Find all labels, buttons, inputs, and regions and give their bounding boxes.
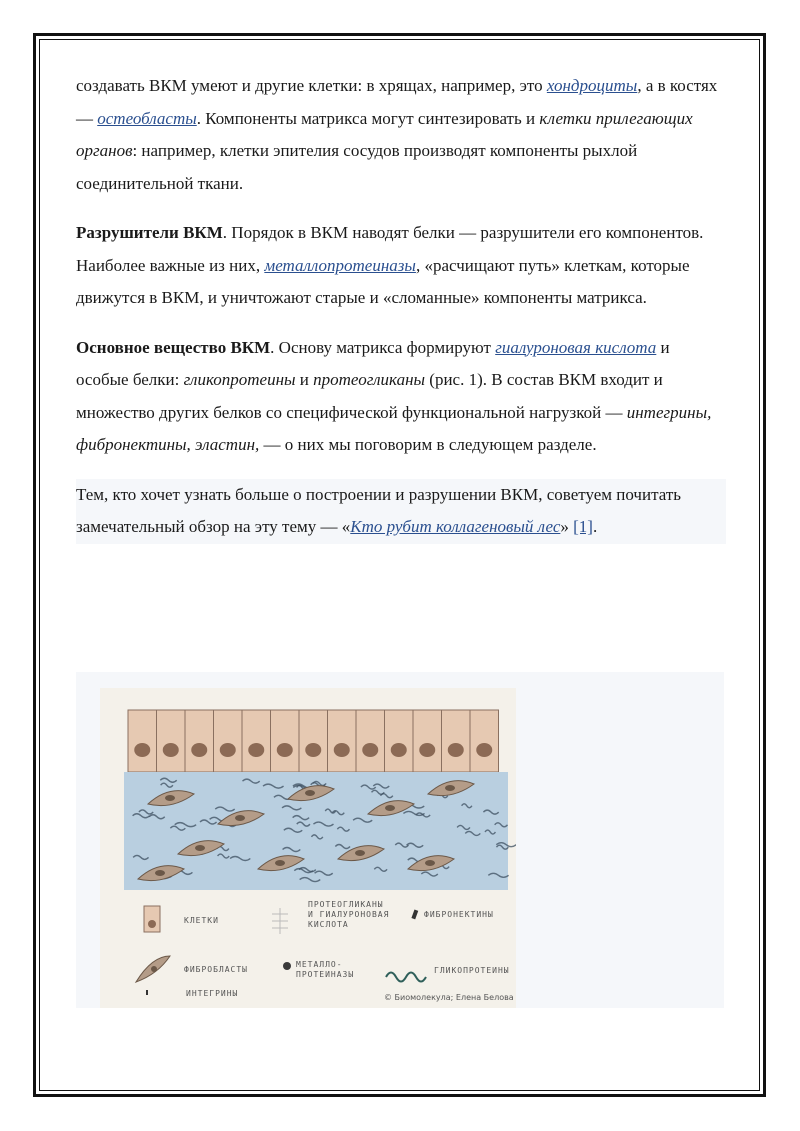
text: , а в костях —	[76, 76, 718, 128]
cell-nucleus	[476, 743, 492, 757]
text: (рис. 1). В состав ВКМ входит и множество других белков со специфической функциональной нагрузкой —	[76, 370, 663, 422]
text: . Порядок в ВКМ наводят белки — разрушители его компонентов. Наиболее важные из них,	[76, 223, 704, 275]
legend-fibronectins-label: ФИБРОНЕКТИНЫ	[424, 910, 494, 919]
link-reference-1[interactable]: [1]	[573, 517, 593, 536]
cell-nucleus	[134, 743, 150, 757]
legend-glycoprotein-icon	[386, 973, 426, 982]
epithelial-cell	[271, 710, 300, 772]
legend-metalloproteinases-label: МЕТАЛЛО- ПРОТЕИНАЗЫ	[296, 960, 355, 979]
cell-nucleus	[305, 743, 321, 757]
text: : например, клетки эпителия сосудов производят компоненты рыхлой соединительной ткани.	[76, 141, 638, 193]
cell-nucleus	[419, 743, 435, 757]
cell-nucleus	[362, 743, 378, 757]
paragraph-cells	[76, 70, 726, 200]
legend-cell-icon	[144, 906, 160, 932]
italic-text: протеогликаны	[313, 370, 426, 389]
epithelial-cell	[413, 710, 442, 772]
epithelial-cell	[328, 710, 357, 772]
cell-nucleus	[163, 743, 179, 757]
text: . Основу матрикса формируют	[270, 337, 496, 357]
legend-fibronectin-icon	[411, 910, 418, 920]
cell-nucleus	[191, 743, 207, 757]
fibroblast-nucleus	[305, 790, 315, 796]
paragraph-heading: Разрушители ВКМ	[76, 223, 223, 242]
legend-cells-label: КЛЕТКИ	[184, 916, 219, 925]
fibroblast-nucleus	[385, 805, 395, 811]
link-hyaluronic-acid[interactable]: гиалуроновая кислота	[495, 337, 657, 357]
epithelial-cell	[442, 710, 471, 772]
fibroblast-nucleus	[355, 850, 365, 856]
legend-proteoglycans-label: ПРОТЕОГЛИКАНЫ И ГИАЛУРОНОВАЯ КИСЛОТА	[308, 900, 390, 929]
epithelial-cell	[128, 710, 157, 772]
text: Тем, кто хочет узнать больше о построении и разрушении ВКМ, советуем почитать замечательный обзор на эту тему — «	[76, 484, 682, 536]
paragraph-ground-substance	[76, 332, 726, 462]
fibroblast-nucleus	[165, 795, 175, 801]
text: .	[592, 517, 598, 536]
legend-fibroblast-nucleus-icon	[151, 966, 157, 972]
fibroblast-nucleus	[235, 815, 245, 821]
cell-nucleus	[248, 743, 264, 757]
paragraph-heading: Основное вещество ВКМ	[76, 337, 271, 357]
epithelial-cell	[299, 710, 328, 772]
ecm-illustration	[100, 688, 516, 1008]
fibroblast-nucleus	[275, 860, 285, 866]
text: »	[560, 517, 574, 536]
cell-nucleus	[220, 743, 236, 757]
fibroblast-nucleus	[445, 785, 455, 791]
article-body	[76, 70, 726, 561]
text: создавать ВКМ умеют и другие клетки: в хрящах, например, это	[76, 76, 547, 95]
figure-credit: © Биомолекула; Елена Белова	[384, 993, 514, 1002]
fibroblast-nucleus	[155, 870, 165, 876]
fibroblast-nucleus	[195, 845, 205, 851]
link-chondrocytes[interactable]: хондроциты	[546, 76, 638, 95]
italic-text: гликопротеины	[183, 370, 296, 389]
epithelial-cell	[157, 710, 186, 772]
italic-text: клетки прилегающих органов	[76, 108, 693, 160]
link-metalloproteinases[interactable]: металлопротеиназы	[264, 255, 416, 275]
epithelial-cell	[470, 710, 499, 772]
legend-cell-nucleus-icon	[148, 920, 156, 928]
paragraph-destroyers	[76, 217, 726, 315]
legend-metalloproteinase-icon	[283, 962, 291, 970]
link-osteoblasts[interactable]: остеобласты	[97, 108, 197, 128]
italic-text: интегрины, фибронектины, эластин,	[76, 402, 712, 454]
legend-proteoglycan-icon	[272, 908, 288, 934]
epithelial-cell	[214, 710, 243, 772]
legend-integrins-label: ИНТЕГРИНЫ	[186, 989, 239, 998]
cell-nucleus	[448, 743, 464, 757]
text: и	[295, 370, 314, 389]
text: — о них мы поговорим в следующем разделе.	[259, 435, 597, 454]
text: и особые белки:	[76, 337, 670, 389]
text: , «расчищают путь» клеткам, которые движутся в ВКМ, и уничтожают старые и «сломанные» компоненты матрикса.	[76, 255, 690, 307]
fibroblast-nucleus	[425, 860, 435, 866]
legend-integrin-icon	[146, 990, 148, 995]
cell-nucleus	[277, 743, 293, 757]
epithelial-cell	[242, 710, 271, 772]
legend-glycoproteins-label: ГЛИКОПРОТЕИНЫ	[434, 966, 510, 975]
link-review-article[interactable]: Кто рубит коллагеновый лес	[350, 517, 561, 536]
cell-nucleus	[391, 743, 407, 757]
epithelial-cell	[385, 710, 414, 772]
figure-container	[76, 672, 724, 1008]
epithelial-cell	[356, 710, 385, 772]
cell-nucleus	[334, 743, 350, 757]
epithelium-layer	[128, 710, 499, 772]
legend-fibroblasts-label: ФИБРОБЛАСТЫ	[184, 965, 248, 974]
text: . Компоненты матрикса могут синтезировать и	[196, 108, 540, 128]
epithelial-cell	[185, 710, 214, 772]
paragraph-further-reading	[76, 479, 726, 544]
